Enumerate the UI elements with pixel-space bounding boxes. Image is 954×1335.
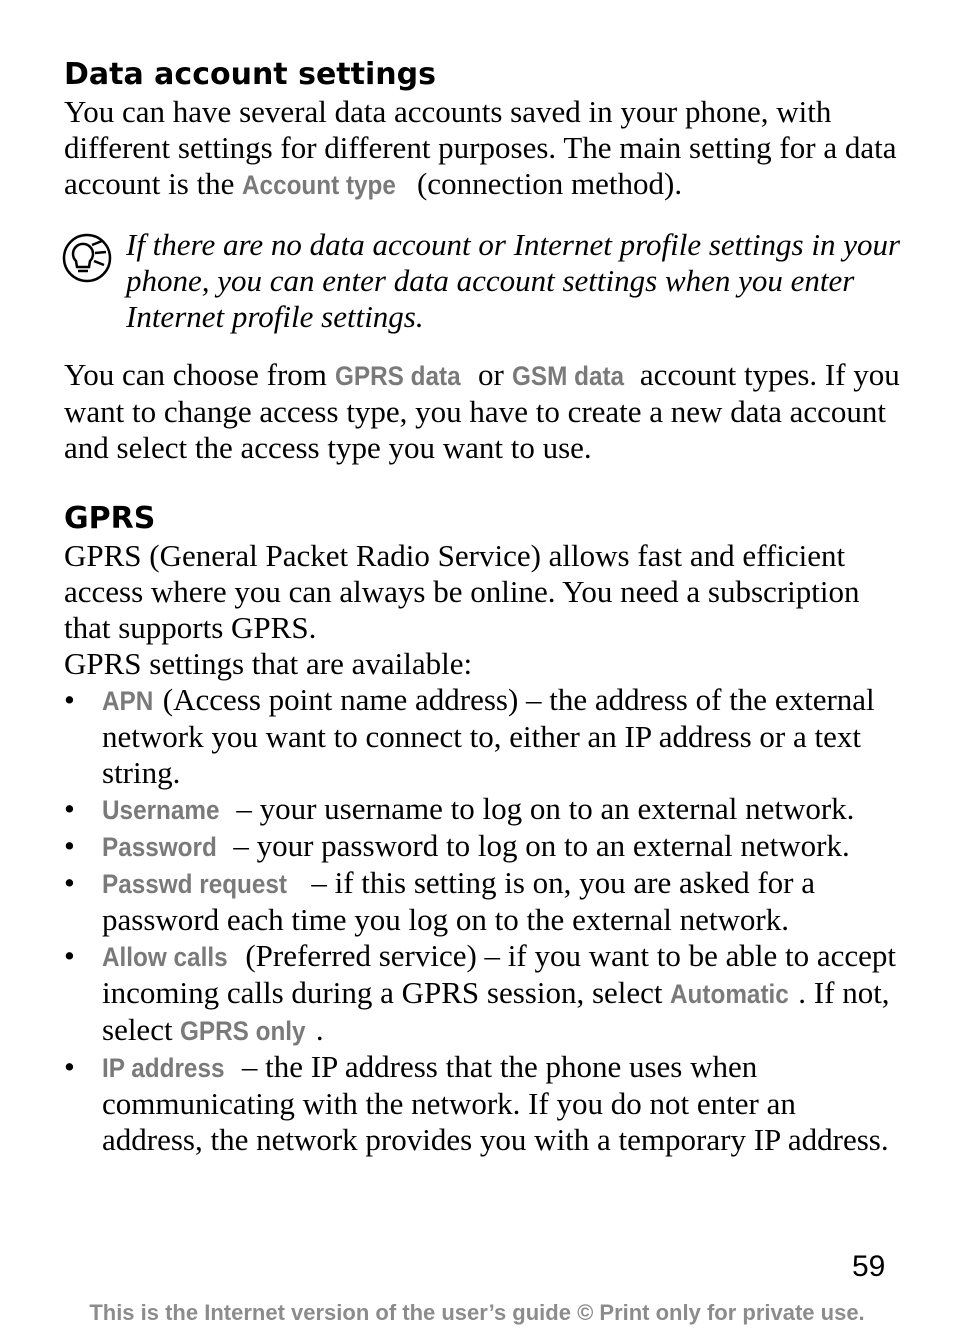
page-content (64, 56, 904, 1158)
heading-data-account-settings: Data account settings (64, 57, 436, 92)
intro-text-1: You can have several data accounts saved in your phone, with different settings for different purposes. The main setting for a data account is the (64, 94, 897, 201)
intro-text-2: (connection method). (409, 166, 683, 201)
gprs-paragraph-1: GPRS (General Packet Radio Service) allows fast and efficient access where you can always be online. You need a subscription that supports GPRS. (64, 538, 860, 645)
gprs-paragraph-2: GPRS settings that are available: (64, 646, 473, 681)
bullet: • (64, 938, 75, 973)
item-desc: (Preferred service) – if you want to be able to accept incoming calls during a GPRS session, select (102, 938, 897, 1010)
bullet: • (64, 791, 75, 826)
ui-term: Password (102, 832, 217, 862)
heading-gprs: GPRS (64, 501, 156, 536)
ui-term: Passwd request (102, 869, 288, 899)
list-item (64, 791, 904, 828)
list-item (64, 828, 904, 865)
gprs-settings-list (64, 682, 904, 1158)
page-number: 59 (852, 1250, 886, 1283)
account-type-paragraph (64, 357, 904, 466)
bullet: • (64, 828, 75, 863)
footer-notice: This is the Internet version of the user’s guide © Print only for private use. (89, 1300, 865, 1325)
bullet: • (64, 1049, 75, 1084)
item-desc: (Access point name address) – the address of the external network you want to connect to, either an IP address or a text string. (102, 682, 875, 790)
ui-term-gprs-only: GPRS only (180, 1016, 306, 1046)
ui-term-account-type: Account type (242, 170, 397, 200)
intro-paragraph (64, 94, 904, 203)
s2-text-3: account types. If you want to change access type, you have to create a new data account and select the access type you want to use. (64, 357, 900, 465)
list-item (64, 1049, 904, 1158)
list-item (64, 865, 904, 938)
item-desc: – your username to log on to an external network. (228, 791, 855, 826)
lightbulb-tip-icon (62, 233, 112, 283)
list-item (64, 938, 904, 1049)
bullet: • (64, 865, 75, 900)
ui-term: Username (102, 795, 220, 825)
ui-term: APN (102, 686, 154, 716)
tip-note (64, 227, 904, 335)
s2-text-2: or (470, 357, 512, 392)
item-desc-2: . If not, select (102, 975, 890, 1047)
ui-term-gprs-data: GPRS data (334, 361, 461, 391)
s2-text-1: You can choose from (64, 357, 335, 392)
item-desc: – the IP address that the phone uses when communicating with the network. If you do not enter an address, the network provides you with a temporary IP address. (102, 1049, 889, 1157)
tip-text: If there are no data account or Internet profile settings in your phone, you can enter data account settings when you enter Internet profile settings. (126, 227, 901, 334)
item-desc-3: . (315, 1012, 324, 1047)
ui-term-gsm-data: GSM data (511, 361, 624, 391)
ui-term: Allow calls (102, 942, 228, 972)
item-desc: – your password to log on to an external network. (225, 828, 850, 863)
list-item (64, 682, 904, 791)
ui-term: IP address (102, 1053, 225, 1083)
item-desc: – if this setting is on, you are asked for a password each time you log on to the external network. (102, 865, 815, 937)
ui-term-automatic: Automatic (670, 979, 790, 1009)
bullet: • (64, 682, 75, 717)
